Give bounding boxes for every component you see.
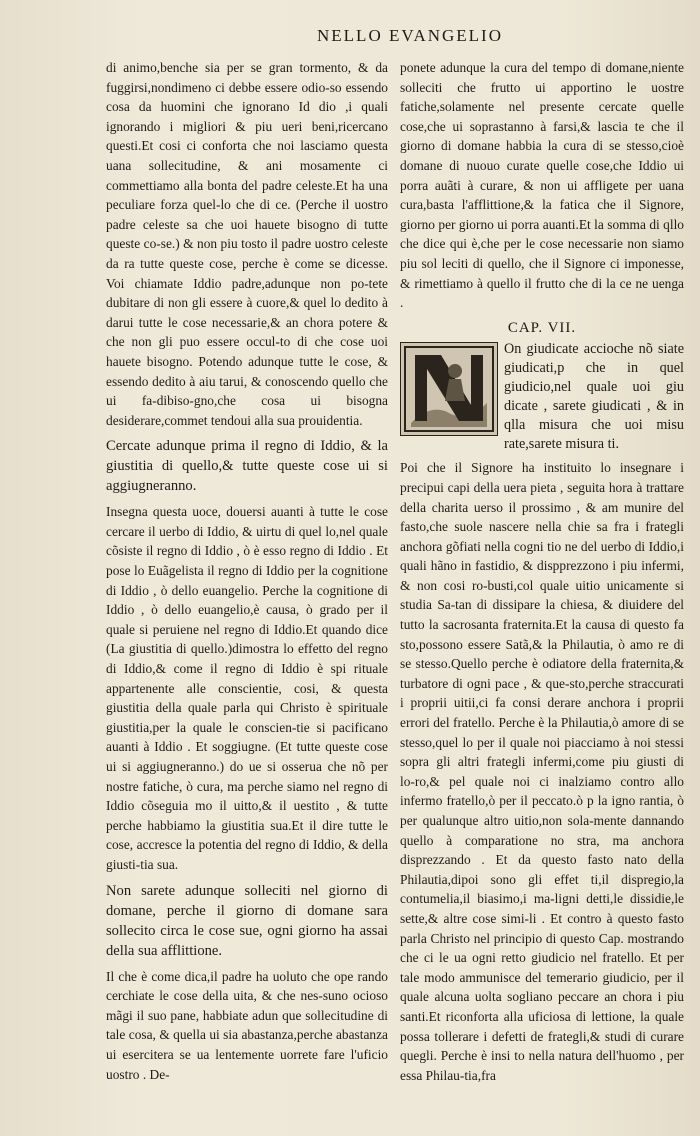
paragraph: Il che è come dica,il padre ha uoluto che ope rando cerchiate le cose della uita, & che nes‑suno ocioso mãgi il suo pane, habbiate adun que sollecitudine di tale cosa, & quella ui sia abastanza,perche abastanza ui esercitera se ua lentemente uorrete fare l'uficio uostro . De‑: [106, 968, 388, 1082]
running-title: NELLO EVANGELIO: [317, 26, 503, 45]
woodcut-initial-icon: [401, 343, 497, 435]
scripture-quote: Cercate adunque prima il regno di Iddio, & la giustitia di quello,& tutte queste cose ui si aggiugneranno.: [106, 438, 388, 495]
left-column: [106, 58, 388, 1090]
paragraph: ponete adunque la cura del tempo di domane,niente solleciti che frutto ui apportino le uostre fatiche,solamente nel presente cercate quelle cose,che ui soprastanno à farsi,& lascia te che il giorno di domane habbia la cura di se stesso,cioè domane di nuouo curate quelle cose,che Iddio ui porra auãti à curare, & non ui affligete per uana cura,basta l'afflittione,& la fatica che il Signore, giorno per giorno ui porra auanti.Et la somma di qllo che dice qui è,che per le cose necessarie non siamo piu sol leciti di quello, che il Signore ci imponesse, & rimettiamo à quello il frutto che di la ce ne uenga .: [400, 60, 684, 311]
right-column: [400, 58, 684, 1091]
paragraph: Poi che il Signore ha instituito lo insegnare i precipui capi della uera pieta , seguita hora à trattare della charita uerso il prossimo , & am munire del fasto,che suole nascere nella chie sa fra i frategli anchora gõfiati nella cogni tio ne del uerbo di Iddio,i quali hãno in fastidio, & dispprezzono i piu infermi, & non cosi ro‑busti,col quale uitio unicamente si studia Sa‑tan di dissipare la chiesa, & diuidere del tutto la sacrosanta fraternita.Et la causa di questo fa sto,possono essere Satã,& la Philautia, ò amo re di se stesso.Quello perche è odiatore della fraternita,& turbatore di ogni pace , & que‑sto,perche straccurati i proprii uitii,ci fa consi derare anchora i proprii errori del fratello. Perche è la Philautia,ò amore di se stesso,quel lo per il quale noi piacciamo à noi stessi sopra gli altri frategli infermi,come piu giusti di lo‑ro,& pel quale noi ci inalziamo contro allo infermo fratello,ò per il peccato.ò p la igno rantia, ò per qualunque altro uitio,non sola‑mente dannando quello à comparatione no stra, ma anchora disprezzando . Et da questo fasto nato della Philautia,dipoi sono gli effet ti,il dispregio,la contumelia,il biasimo,i ma‑ligni detti,le dissidie,le sette,& altre cose simi‑li . Et contro à questo fasto parla Christo nel principio di questo Cap. mostrando che ci le ua ogni retto giudicio nel fratello. Et per tale modo ammunisce del temerario giudicio, per il quale alcuna uolta sogliano peccare an chora i piu santi.Et riconforta alla uficiosa di lettione, la quale possa tollerare i defetti de frategli,& studi di curare quegli. Perche è insi to nella natura dell'huomo , per essa Philau‑tia,fra: [400, 460, 684, 1083]
chapter-opening-block: [400, 340, 684, 454]
chapter-heading: CAP. VII.: [507, 319, 577, 336]
decorated-initial-image: [400, 342, 498, 436]
paragraph: di animo,benche sia per se gran tormento, & da fuggirsi,nondimeno ci debbe essere odio‑so essendo cosa da huomini che ignorano Id dio ,i quali ignorando i migliori & piu ueri beni,ricercano questi.Et cosi ci conforta che noi lasciamo questa uana sollecitudine, & ani mosamente ci commettiamo alla bonta del padre celeste.Et ha una peculiare forza quel‑lo che di ce. (Perche il uostro padre celeste sa che uoi hauete bisogno di tutte queste co‑se.) & non piu tosto il padre uostro celeste da ra tutte queste cose, perche è come se dicesse. Voi chiamate Iddio padre,adunque non po‑tete dubitare di non gli essere à cuore,& quel lo dedito à darui tutte le cose necessarie,& an chora potere & che non gli puo essere occul‑to di che cose uoi hauete bisogno. Potendo adunque tutte le cose, & essendo dedito à aiu tarui, & conoscendo quello che ui fa‑dibiso‑gno,che cosa ui bisogna desiderare,commet tendoui alla sua prouidentia.: [106, 60, 388, 428]
chapter-opening-text: On giudicate accioche nõ siate giudicati,p che in quel giudicio,nel quale uoi giu dicate , sarete giudicati , & in qlla misura che uoi misu rate,sarete misura ti.: [504, 341, 684, 453]
paragraph: Insegna questa uoce, douersi auanti à tutte le cose cercare il uerbo di Iddio, & uirtu di quel lo,nel quale cõsiste il regno di Iddio , ò è esso regno di Iddio . Et pose lo Euãgelista il regno di Iddio per la cognitione di Iddio , ò dello euangelio. Perche la cognitione di Iddio , ò dello euangelio,è causa, ò grado per il quale si peruiene nel regno di Iddio.Et quando dice (La giustitia di quello.)dimostra lo effetto del regno di Iddio,& come il regno di Iddio è spi rituale appartenente alle conscientie, cosi, & questa giustitia della quale parla qui Christo è spirituale giustitia,per la quale le conscien‑tie si pacificano auanti à Iddio . Et soggiugne. (Et tutte queste cose ui si aggiugneranno.) do ue si osserua che nõ per nostre fatiche, ò cura, ma perche siamo nel regno di Iddio cõseguia mo il uitto,& il uestito , & tutte perche habbiamo la giustitia sua.Et il dire tutte le cose, accresce la potentia del regno di Iddio, & della giusti‑tia sua.: [106, 504, 388, 872]
scripture-quote: Non sarete adunque solleciti nel giorno di domane, perche il giorno di domane sara sollecito circa le cose sue, ogni giorno ha assai della sua afflittione.: [106, 882, 388, 959]
